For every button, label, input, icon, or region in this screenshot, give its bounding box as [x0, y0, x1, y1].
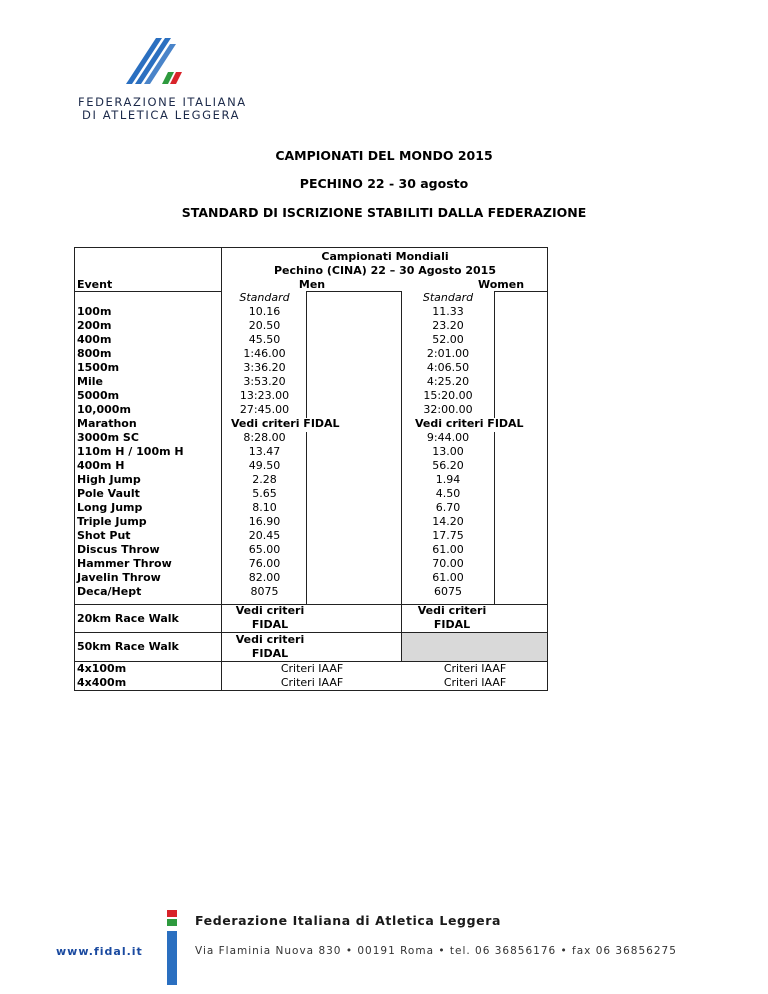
men-standard: 82.00	[248, 571, 281, 584]
men-standard: Vedi criteri FIDAL	[231, 417, 340, 430]
men-standard: FIDAL	[251, 647, 289, 660]
event-name: 50km Race Walk	[77, 640, 179, 653]
document-title: CAMPIONATI DEL MONDO 2015	[275, 148, 493, 163]
footer-address: Via Flaminia Nuova 830 • 00191 Roma • tel. 06 36856176 • fax 06 36856275	[195, 945, 677, 957]
women-standard: FIDAL	[433, 618, 471, 631]
women-standard: 6.70	[435, 501, 461, 514]
event-name: Mile	[77, 375, 103, 388]
men-standard: FIDAL	[251, 618, 289, 631]
women-standard: 61.00	[432, 571, 464, 584]
women-standard: 1.94	[435, 473, 461, 486]
men-standard: 13.47	[248, 445, 281, 458]
women-standard: Criteri IAAF	[443, 676, 507, 689]
men-standard: 1:46.00	[243, 347, 286, 360]
women-standard: 2:01.00	[426, 347, 470, 360]
event-name: Pole Vault	[77, 487, 140, 500]
document-heading: STANDARD DI ISCRIZIONE STABILITI DALLA FEDERAZIONE	[181, 205, 587, 220]
logo-text-line2: DI ATLETICA LEGGERA	[82, 108, 241, 122]
event-name: 200m	[77, 319, 112, 332]
men-standard: Criteri IAAF	[280, 662, 344, 675]
event-name: 800m	[77, 347, 112, 360]
event-name: Marathon	[77, 417, 137, 430]
standards-table	[74, 247, 548, 691]
men-standard: 2.28	[252, 473, 277, 486]
event-name: Hammer Throw	[77, 557, 172, 570]
event-name: 20km Race Walk	[77, 612, 179, 625]
men-standard: 3:53.20	[243, 375, 286, 388]
event-name: 3000m SC	[77, 431, 139, 444]
event-name: Shot Put	[77, 529, 131, 542]
women-standard: Criteri IAAF	[443, 662, 507, 675]
men-standard: 10.16	[248, 305, 281, 318]
footer-website-link[interactable]: www.fidal.it	[56, 945, 143, 958]
men-standard: 76.00	[248, 557, 281, 570]
men-standard: 20.45	[248, 529, 281, 542]
men-standard: 8.10	[252, 501, 277, 514]
footer-federation-name: Federazione Italiana di Atletica Leggera	[195, 913, 502, 928]
men-standard: 49.50	[248, 459, 281, 472]
event-name: 110m H / 100m H	[77, 445, 184, 458]
women-standard: Vedi criteri FIDAL	[415, 417, 524, 430]
event-name: Triple Jump	[77, 515, 147, 528]
men-standard: 8075	[250, 585, 279, 598]
women-standard: 6075	[434, 585, 462, 598]
shaded-cell	[401, 632, 548, 661]
logo-text-line1: FEDERAZIONE ITALIANA	[78, 95, 247, 109]
women-standard: 13.00	[432, 445, 464, 458]
event-name: Long Jump	[77, 501, 143, 514]
women-standard: 17.75	[432, 529, 464, 542]
women-standard: 70.00	[432, 557, 464, 570]
women-standard: 11.33	[432, 305, 464, 318]
women-standard: 61.00	[432, 543, 464, 556]
table-header-subtitle: Pechino (CINA) 22 – 30 Agosto 2015	[274, 264, 496, 277]
event-name: 100m	[77, 305, 112, 318]
column-header-women: Women	[478, 278, 525, 291]
women-standard: 52.00	[432, 333, 464, 346]
men-standard: 27:45.00	[239, 403, 290, 416]
column-subheader-men: Standard	[239, 291, 290, 304]
women-standard: 4:25.20	[426, 375, 470, 388]
women-standard: 9:44.00	[426, 431, 470, 444]
event-name: 5000m	[77, 389, 120, 402]
men-standard: 65.00	[248, 543, 281, 556]
men-standard: Criteri IAAF	[280, 676, 344, 689]
men-standard: 8:28.00	[243, 431, 286, 444]
women-standard: Vedi criteri	[417, 604, 487, 617]
women-standard: 4:06.50	[426, 361, 470, 374]
men-standard: Vedi criteri	[235, 633, 305, 646]
document-subtitle: PECHINO 22 - 30 agosto	[299, 176, 469, 191]
men-standard: 20.50	[248, 319, 281, 332]
women-standard: 56.20	[432, 459, 464, 472]
column-subheader-women: Standard	[422, 291, 474, 304]
column-header-event: Event	[77, 278, 113, 291]
men-standard: 13:23.00	[239, 389, 290, 402]
women-standard: 15:20.00	[423, 389, 473, 402]
women-standard: 32:00.00	[423, 403, 473, 416]
event-name: 1500m	[77, 361, 120, 374]
table-header-title: Campionati Mondiali	[321, 250, 449, 263]
event-name: 400m H	[77, 459, 125, 472]
event-name: 4x400m	[77, 676, 127, 689]
event-name: 4x100m	[77, 662, 127, 675]
event-name: Javelin Throw	[77, 571, 161, 584]
men-standard: 5.65	[252, 487, 277, 500]
fidal-footer-logo-icon	[163, 910, 181, 985]
event-name: 10,000m	[77, 403, 131, 416]
event-name: 400m	[77, 333, 112, 346]
men-standard: 16.90	[248, 515, 281, 528]
women-standard: 23.20	[432, 319, 464, 332]
fidal-logo-icon	[118, 36, 190, 86]
men-standard: 3:36.20	[243, 361, 286, 374]
column-header-men: Men	[298, 278, 326, 291]
event-name: Discus Throw	[77, 543, 160, 556]
event-name: Deca/Hept	[77, 585, 142, 598]
event-name: High Jump	[77, 473, 141, 486]
women-standard: 14.20	[432, 515, 464, 528]
women-standard: 4.50	[435, 487, 461, 500]
men-standard: Vedi criteri	[235, 604, 305, 617]
men-standard: 45.50	[248, 333, 281, 346]
